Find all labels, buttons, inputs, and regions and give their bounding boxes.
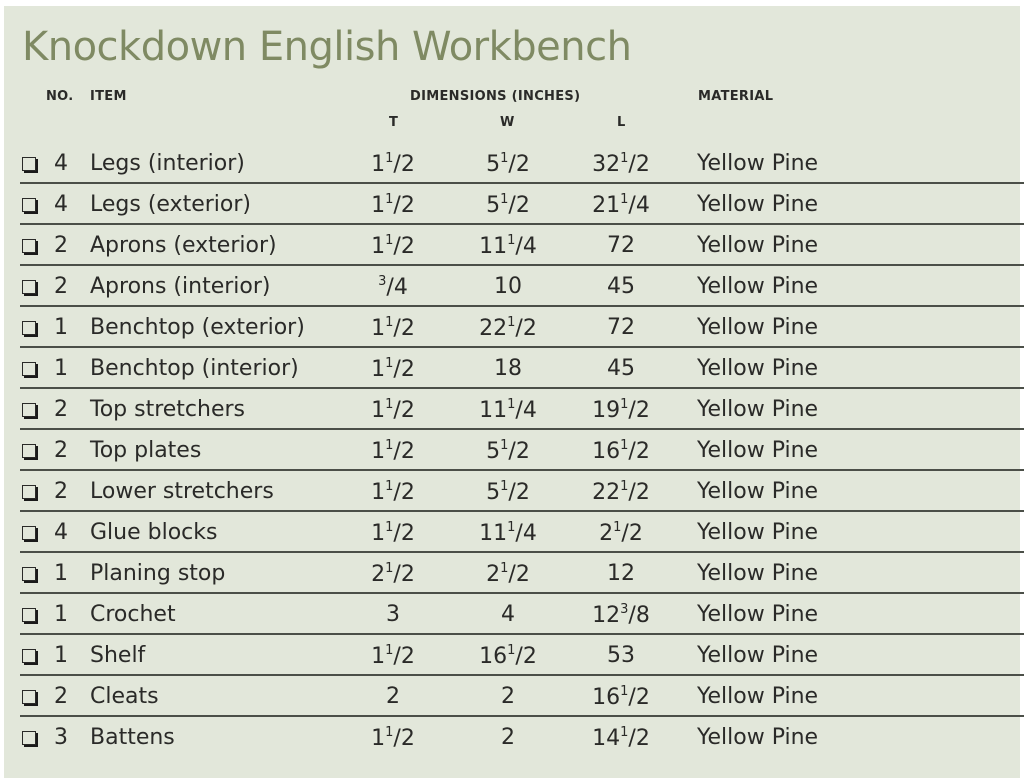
header-material: MATERIAL <box>698 89 774 104</box>
item-name: Battens <box>90 725 175 750</box>
table-row <box>20 471 1024 512</box>
length: $19^1/2$ <box>592 397 650 423</box>
quantity: 1 <box>54 315 68 340</box>
material: Yellow Pine <box>697 438 819 463</box>
thickness: 3 <box>386 602 400 627</box>
item-name: Crochet <box>90 602 176 627</box>
table-row <box>20 143 1024 184</box>
quantity: 2 <box>54 274 68 299</box>
header-w: W <box>500 115 515 130</box>
checkbox-icon[interactable] <box>22 239 36 253</box>
header-dimensions: DIMENSIONS (INCHES) <box>410 89 581 104</box>
table-row <box>20 430 1024 471</box>
header-t: T <box>389 115 399 130</box>
material: Yellow Pine <box>697 561 819 586</box>
thickness: $1^1/2$ <box>371 356 415 382</box>
checkbox-icon[interactable] <box>22 485 36 499</box>
material: Yellow Pine <box>697 233 819 258</box>
thickness: $1^1/2$ <box>371 397 415 423</box>
table-row <box>20 594 1024 635</box>
material: Yellow Pine <box>697 479 819 504</box>
item-name: Glue blocks <box>90 520 218 545</box>
table-row <box>20 635 1024 676</box>
thickness: $1^1/2$ <box>371 233 415 259</box>
width: $11^1/4$ <box>479 397 537 423</box>
length: 72 <box>607 233 635 258</box>
width: 10 <box>494 274 522 299</box>
table-row <box>20 184 1024 225</box>
length: $2^1/2$ <box>599 520 643 546</box>
header-no: NO. <box>46 89 74 104</box>
item-name: Aprons (exterior) <box>90 233 277 258</box>
material: Yellow Pine <box>697 520 819 545</box>
width: $11^1/4$ <box>479 233 537 259</box>
material: Yellow Pine <box>697 725 819 750</box>
item-name: Planing stop <box>90 561 226 586</box>
quantity: 2 <box>54 438 68 463</box>
quantity: 2 <box>54 397 68 422</box>
quantity: 2 <box>54 684 68 709</box>
width: 2 <box>501 684 515 709</box>
quantity: 1 <box>54 643 68 668</box>
checkbox-icon[interactable] <box>22 649 36 663</box>
width: $5^1/2$ <box>486 438 530 464</box>
material: Yellow Pine <box>697 356 819 381</box>
table-row <box>20 225 1024 266</box>
thickness: $1^1/2$ <box>371 438 415 464</box>
thickness: $2^1/2$ <box>371 561 415 587</box>
item-name: Top stretchers <box>90 397 246 422</box>
thickness: $1^1/2$ <box>371 643 415 669</box>
length: 12 <box>607 561 635 586</box>
checkbox-icon[interactable] <box>22 157 36 171</box>
length: $14^1/2$ <box>592 725 650 751</box>
material: Yellow Pine <box>697 643 819 668</box>
quantity: 2 <box>54 479 68 504</box>
quantity: 1 <box>54 602 68 627</box>
material: Yellow Pine <box>697 397 819 422</box>
quantity: 4 <box>54 192 68 217</box>
material: Yellow Pine <box>697 192 819 217</box>
material: Yellow Pine <box>697 151 819 176</box>
item-name: Shelf <box>90 643 146 668</box>
width: $22^1/2$ <box>479 315 537 341</box>
thickness: $1^1/2$ <box>371 479 415 505</box>
thickness: $1^1/2$ <box>371 315 415 341</box>
quantity: 4 <box>54 520 68 545</box>
table-row <box>20 348 1024 389</box>
table-row <box>20 553 1024 594</box>
width: $16^1/2$ <box>479 643 537 669</box>
width: $5^1/2$ <box>486 151 530 177</box>
checkbox-icon[interactable] <box>22 403 36 417</box>
length: 45 <box>607 274 635 299</box>
checkbox-icon[interactable] <box>22 567 36 581</box>
cut-list-table <box>20 143 1024 758</box>
quantity: 1 <box>54 356 68 381</box>
length: $16^1/2$ <box>592 438 650 464</box>
material: Yellow Pine <box>697 602 819 627</box>
width: 4 <box>501 602 515 627</box>
length: 53 <box>607 643 635 668</box>
material: Yellow Pine <box>697 315 819 340</box>
thickness: $^3$/4 <box>378 274 408 300</box>
material: Yellow Pine <box>697 274 819 299</box>
table-row <box>20 717 1024 758</box>
width: 18 <box>494 356 522 381</box>
checkbox-icon[interactable] <box>22 690 36 704</box>
item-name: Aprons (interior) <box>90 274 271 299</box>
thickness: $1^1/2$ <box>371 725 415 751</box>
thickness: $1^1/2$ <box>371 151 415 177</box>
item-name: Top plates <box>90 438 202 463</box>
length: $21^1/4$ <box>592 192 650 218</box>
item-name: Legs (exterior) <box>90 192 251 217</box>
page-title: Knockdown English Workbench <box>22 24 632 70</box>
table-row <box>20 307 1024 348</box>
table-row <box>20 676 1024 717</box>
material: Yellow Pine <box>697 684 819 709</box>
item-name: Cleats <box>90 684 159 709</box>
checkbox-icon[interactable] <box>22 526 36 540</box>
length: $22^1/2$ <box>592 479 650 505</box>
thickness: 2 <box>386 684 400 709</box>
width: $2^1/2$ <box>486 561 530 587</box>
checkbox-icon[interactable] <box>22 444 36 458</box>
item-name: Benchtop (exterior) <box>90 315 305 340</box>
header-l: L <box>617 115 626 130</box>
checkbox-icon[interactable] <box>22 198 36 212</box>
width: $11^1/4$ <box>479 520 537 546</box>
length: $12^3/8$ <box>592 602 650 628</box>
table-row <box>20 512 1024 553</box>
length: 45 <box>607 356 635 381</box>
checkbox-icon[interactable] <box>22 608 36 622</box>
checkbox-icon[interactable] <box>22 280 36 294</box>
checkbox-icon[interactable] <box>22 362 36 376</box>
quantity: 4 <box>54 151 68 176</box>
checkbox-icon[interactable] <box>22 731 36 745</box>
thickness: $1^1/2$ <box>371 520 415 546</box>
table-row <box>20 389 1024 430</box>
width: 2 <box>501 725 515 750</box>
thickness: $1^1/2$ <box>371 192 415 218</box>
table-row <box>20 266 1024 307</box>
length: $16^1/2$ <box>592 684 650 710</box>
length: 72 <box>607 315 635 340</box>
width: $5^1/2$ <box>486 479 530 505</box>
quantity: 2 <box>54 233 68 258</box>
width: $5^1/2$ <box>486 192 530 218</box>
header-item: ITEM <box>90 89 127 104</box>
item-name: Benchtop (interior) <box>90 356 299 381</box>
item-name: Lower stretchers <box>90 479 274 504</box>
length: $32^1/2$ <box>592 151 650 177</box>
item-name: Legs (interior) <box>90 151 245 176</box>
checkbox-icon[interactable] <box>22 321 36 335</box>
quantity: 3 <box>54 725 68 750</box>
quantity: 1 <box>54 561 68 586</box>
